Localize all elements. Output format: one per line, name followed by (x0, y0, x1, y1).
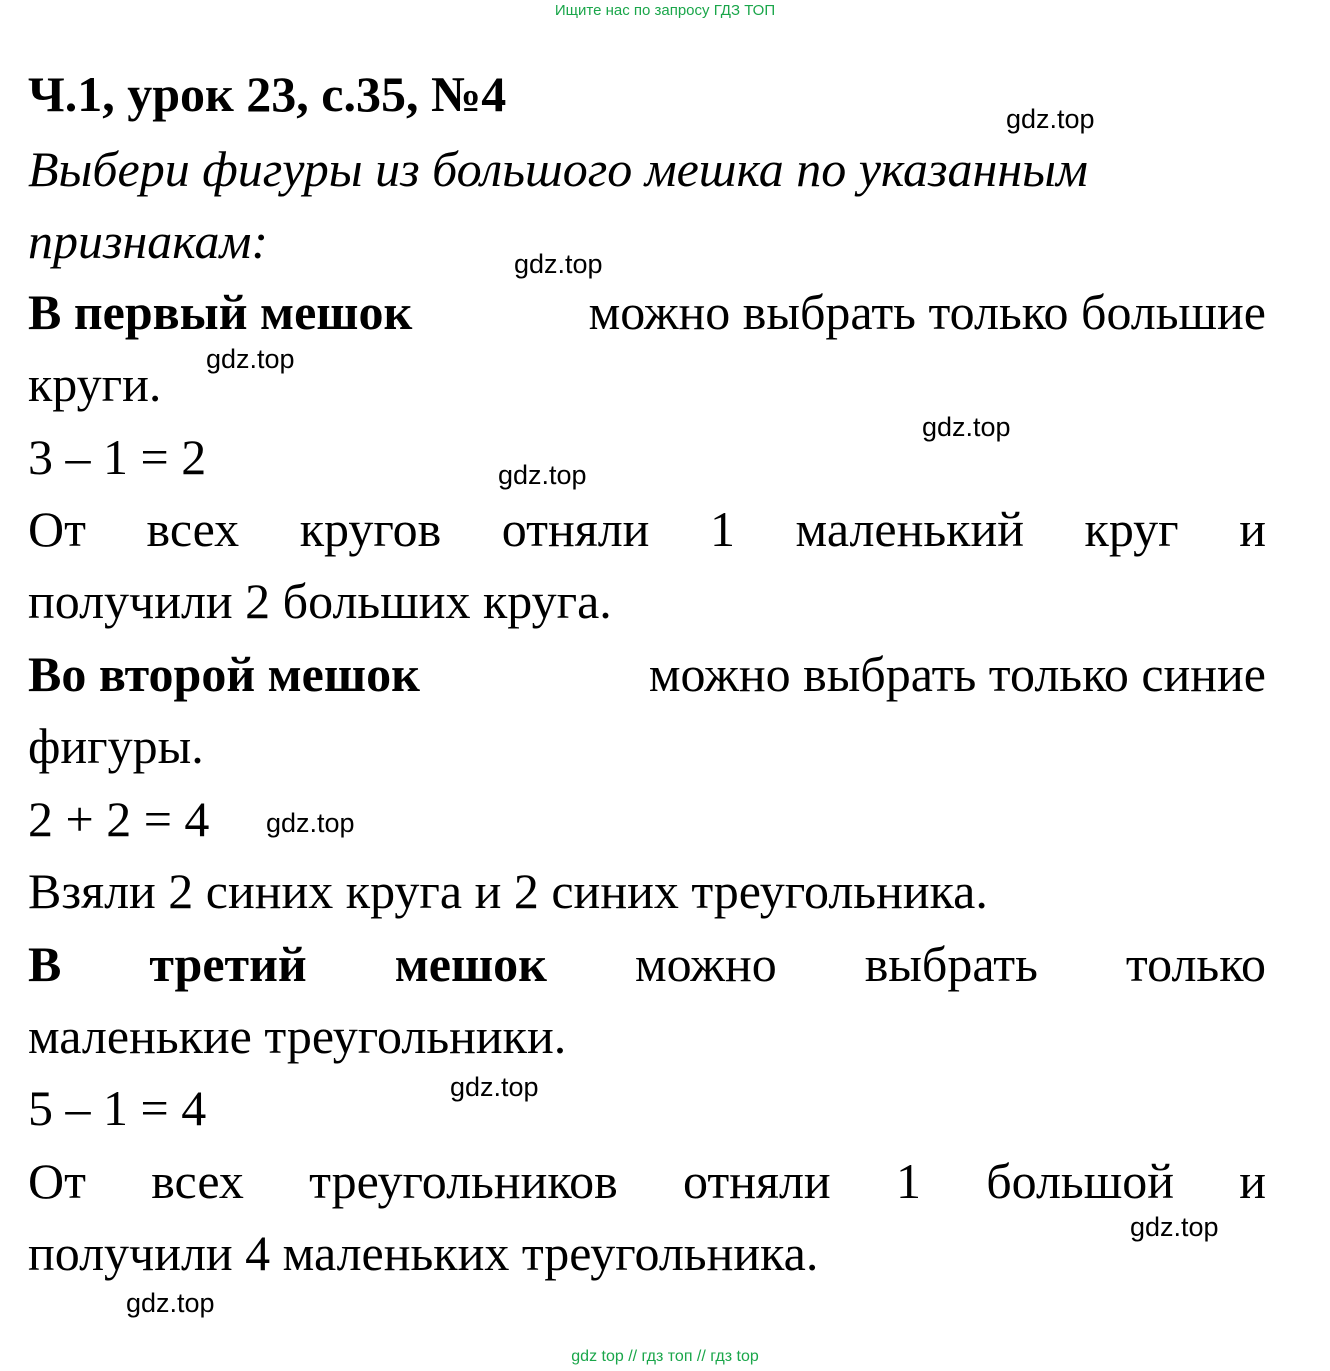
top-banner[interactable]: Ищите нас по запросу ГДЗ ТОП (554, 2, 776, 19)
watermark: gdz.top (514, 249, 603, 279)
word: От (28, 501, 86, 557)
word: 1 (709, 501, 735, 557)
bag2-rest: можно выбрать только синие (648, 646, 1266, 702)
word: треугольников (309, 1153, 618, 1209)
bag1-explain-line-2: получили 2 больших круга. (28, 573, 612, 629)
bag3-equation: 5 – 1 = 4 (28, 1080, 207, 1136)
watermark: gdz.top (1006, 104, 1095, 134)
bag3-explain-line-2: получили 4 маленьких треугольника. (28, 1225, 819, 1281)
word: большой (986, 1153, 1174, 1209)
watermark: gdz.top (1130, 1212, 1219, 1242)
word: и (1239, 501, 1266, 557)
bag1-equation: 3 – 1 = 2 (28, 429, 207, 485)
word: круг (1084, 501, 1179, 557)
word: 1 (895, 1153, 921, 1209)
word: мешок (394, 936, 547, 992)
word: третий (149, 936, 307, 992)
bag1-heading: В первый мешок (28, 284, 413, 340)
bag1-line-1 (28, 282, 1266, 342)
word: отняли (501, 501, 650, 557)
word: От (28, 1153, 86, 1209)
bag2-line-1 (28, 644, 1266, 704)
bag2-equation: 2 + 2 = 4 (28, 791, 210, 847)
task-line-1: Выбери фигуры из большого мешка по указанным (28, 141, 1088, 197)
bag3-explain-line-1 (28, 1151, 1266, 1211)
word: всех (151, 1153, 244, 1209)
watermark: gdz.top (206, 344, 295, 374)
bag2-explain: Взяли 2 синих круга и 2 синих треугольника. (28, 863, 988, 919)
footer-links[interactable]: gdz top // гдз топ // гдз top (571, 1348, 759, 1365)
word: всех (146, 501, 240, 557)
word: и (1239, 1153, 1266, 1209)
bag1-line-2: круги. (28, 356, 162, 412)
word: можно (635, 936, 777, 992)
word: кругов (299, 501, 442, 557)
bag2-heading: Во второй мешок (28, 646, 420, 702)
word: В (28, 936, 62, 992)
watermark: gdz.top (922, 412, 1011, 442)
word: выбрать (864, 936, 1038, 992)
watermark: gdz.top (266, 808, 355, 838)
bag1-explain-line-1 (28, 499, 1266, 559)
watermark: gdz.top (126, 1288, 215, 1318)
word: только (1125, 936, 1266, 992)
bag3-line-1 (28, 934, 1266, 994)
task-line-2: признакам: (28, 213, 269, 269)
word: маленький (795, 501, 1024, 557)
watermark: gdz.top (498, 460, 587, 490)
bag3-line-2: маленькие треугольники. (28, 1008, 567, 1064)
bag2-line-2: фигуры. (28, 718, 204, 774)
word: отняли (683, 1153, 831, 1209)
page-title: Ч.1, урок 23, с.35, №4 (28, 66, 507, 122)
watermark: gdz.top (450, 1072, 539, 1102)
bag1-rest: можно выбрать только большие (588, 284, 1266, 340)
